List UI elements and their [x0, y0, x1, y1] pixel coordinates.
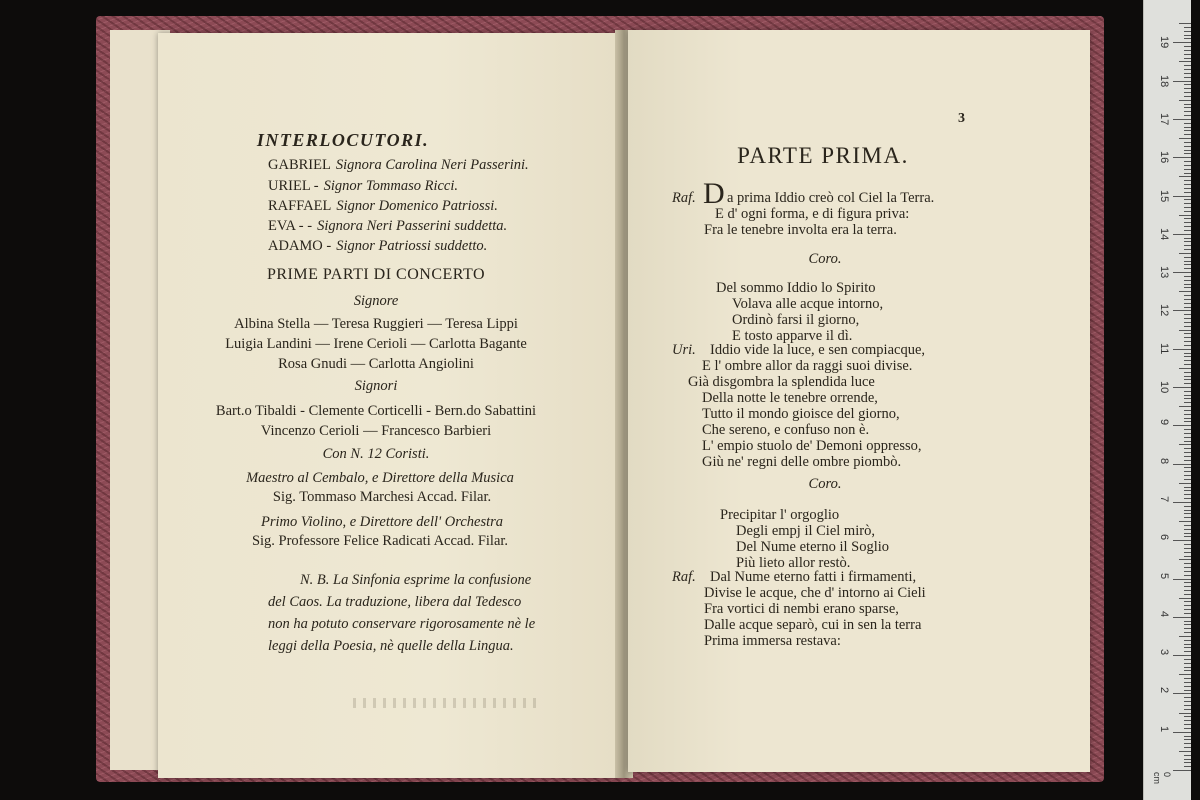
ruler-tick	[1184, 475, 1191, 476]
ruler-tick	[1184, 467, 1191, 468]
measurement-ruler	[1143, 0, 1191, 800]
ruler-tick	[1184, 38, 1191, 39]
raf2-line: Dal Nume eterno fatti i firmamenti,	[710, 569, 917, 585]
ruler-tick	[1184, 364, 1191, 365]
ruler-tick	[1184, 716, 1191, 717]
ruler-number: 19	[1158, 36, 1170, 49]
ruler-tick	[1184, 402, 1191, 403]
ruler-tick	[1179, 406, 1191, 407]
ruler-tick	[1179, 330, 1191, 331]
cast-separator: - -	[295, 218, 313, 234]
ruler-tick	[1184, 372, 1191, 373]
ruler-tick	[1184, 218, 1191, 219]
ruler-tick	[1184, 747, 1191, 748]
ruler-tick	[1184, 667, 1191, 668]
cast-role: EVA	[268, 218, 296, 234]
nb-line: N. B. La Sinfonia esprime la confusione	[300, 572, 532, 588]
ruler-tick	[1184, 96, 1191, 97]
ruler-tick	[1184, 525, 1191, 526]
ruler-tick	[1173, 540, 1191, 541]
ruler-tick	[1184, 548, 1191, 549]
speaker-raf-2: Raf.	[672, 569, 696, 585]
ruler-tick	[1179, 253, 1191, 254]
ruler-tick	[1184, 552, 1191, 553]
ruler-tick	[1184, 257, 1191, 258]
ruler-tick	[1184, 429, 1191, 430]
cast-separator: -	[322, 238, 332, 254]
ruler-tick	[1184, 383, 1191, 384]
ruler-tick	[1184, 510, 1191, 511]
ruler-tick	[1184, 647, 1191, 648]
uri-line: Tutto il mondo gioisce del giorno,	[702, 406, 900, 422]
coro1-line: Del sommo Iddio lo Spirito	[716, 280, 876, 296]
cast-singer: Signor Tommaso Ricci.	[323, 178, 459, 194]
ruler-tick	[1184, 613, 1191, 614]
ruler-number: 1	[1158, 725, 1170, 732]
ruler-number: 14	[1158, 227, 1170, 241]
ruler-unit-label: 0 cm	[1152, 772, 1172, 784]
ruler-tick	[1184, 762, 1191, 763]
ruler-tick	[1184, 211, 1191, 212]
uri-line: Già disgombra la splendida luce	[688, 374, 875, 390]
ruler-tick	[1173, 81, 1191, 82]
ruler-tick	[1184, 104, 1191, 105]
ruler-tick	[1184, 452, 1191, 453]
ruler-tick	[1184, 586, 1191, 587]
ruler-number: 17	[1158, 112, 1170, 126]
ruler-tick	[1184, 130, 1191, 131]
ruler-tick	[1184, 318, 1191, 319]
signori-line: Vincenzo Cerioli — Francesco Barbieri	[260, 423, 492, 439]
coro2-line: Precipitar l' orgoglio	[720, 507, 840, 523]
ruler-tick	[1184, 487, 1191, 488]
ruler-tick	[1184, 268, 1191, 269]
ruler-tick	[1184, 173, 1191, 174]
ruler-tick	[1179, 559, 1191, 560]
ruler-tick	[1184, 690, 1191, 691]
ruler-tick	[1184, 276, 1191, 277]
ruler-tick	[1179, 23, 1191, 24]
ruler-tick	[1173, 387, 1191, 388]
violino-title: Primo Violino, e Direttore dell' Orchestra	[260, 514, 504, 530]
ruler-tick	[1179, 751, 1191, 752]
ruler-tick	[1184, 517, 1191, 518]
ruler-tick	[1184, 199, 1191, 200]
ruler-tick	[1179, 138, 1191, 139]
speaker-raf-1: Raf.	[672, 190, 696, 206]
ruler-tick	[1184, 295, 1191, 296]
ruler-tick	[1173, 693, 1191, 694]
signature-marks	[353, 698, 543, 708]
cast-role: RAFFAEL	[268, 198, 332, 214]
raf2-line: Dalle acque separò, cui in sen la terra	[704, 617, 922, 633]
ruler-tick	[1184, 50, 1191, 51]
ruler-tick	[1179, 215, 1191, 216]
ruler-tick	[1184, 280, 1191, 281]
ruler-tick	[1179, 368, 1191, 369]
ruler-tick	[1184, 222, 1191, 223]
cembalo-title: Maestro al Cembalo, e Direttore della Musica	[246, 470, 514, 486]
ruler-tick	[1184, 115, 1191, 116]
ruler-tick	[1184, 682, 1191, 683]
ruler-tick	[1184, 624, 1191, 625]
signore-line: Albina Stella — Teresa Ruggieri — Teresa Lippi	[234, 316, 518, 332]
cast-singer: Signor Domenico Patriossi.	[336, 198, 498, 214]
coro2-line: Più lieto allor restò.	[736, 555, 851, 571]
cast-row	[268, 179, 458, 194]
ruler-tick	[1184, 84, 1191, 85]
ruler-tick	[1173, 655, 1191, 656]
ruler-tick	[1184, 165, 1191, 166]
ruler-tick	[1184, 433, 1191, 434]
ruler-tick	[1184, 241, 1191, 242]
raf1-line: Fra le tenebre involta era la terra.	[704, 222, 897, 238]
ruler-tick	[1184, 582, 1191, 583]
ruler-tick	[1179, 636, 1191, 637]
ruler-tick	[1173, 234, 1191, 235]
ruler-number: 5	[1158, 572, 1170, 579]
ruler-number: 10	[1158, 381, 1170, 394]
ruler-tick	[1184, 421, 1191, 422]
ruler-tick	[1184, 705, 1191, 706]
ruler-tick	[1173, 502, 1191, 503]
ruler-tick	[1184, 494, 1191, 495]
nb-line: leggi della Poesia, nè quelle della Lingua.	[268, 638, 514, 654]
ruler-tick	[1184, 379, 1191, 380]
ruler-tick	[1173, 196, 1191, 197]
ruler-tick	[1184, 506, 1191, 507]
ruler-tick	[1184, 150, 1191, 151]
ruler-tick	[1184, 287, 1191, 288]
signori-line: Bart.o Tibaldi - Clemente Corticelli - Bern.do Sabattini	[215, 403, 537, 419]
uri-line: Della notte le tenebre orrende,	[702, 390, 878, 406]
ruler-tick	[1184, 69, 1191, 70]
ruler-number: 9	[1158, 419, 1170, 426]
ruler-tick	[1184, 736, 1191, 737]
cast-row	[268, 199, 498, 214]
ruler-number: 11	[1158, 342, 1170, 355]
ruler-tick	[1184, 353, 1191, 354]
ruler-tick	[1184, 460, 1191, 461]
ruler-tick	[1184, 701, 1191, 702]
ruler-tick	[1184, 686, 1191, 687]
coro1-line: E tosto apparve il dì.	[732, 328, 853, 344]
ruler-number: 6	[1158, 534, 1170, 541]
ruler-tick	[1184, 46, 1191, 47]
ruler-tick	[1184, 490, 1191, 491]
ruler-tick	[1179, 61, 1191, 62]
ruler-tick	[1184, 192, 1191, 193]
ruler-tick	[1184, 27, 1191, 28]
ruler-tick	[1184, 333, 1191, 334]
ruler-tick	[1179, 483, 1191, 484]
ruler-tick	[1179, 100, 1191, 101]
ruler-tick	[1184, 743, 1191, 744]
ruler-tick	[1184, 261, 1191, 262]
ruler-tick	[1184, 456, 1191, 457]
ruler-tick	[1184, 111, 1191, 112]
ruler-number: 18	[1158, 74, 1170, 87]
raf2-line: Fra vortici di nembi erano sparse,	[704, 601, 899, 617]
ruler-tick	[1184, 640, 1191, 641]
ruler-tick	[1184, 180, 1191, 181]
uri-line: Iddio vide la luce, e sen compiacque,	[710, 342, 926, 358]
nb-line: del Caos. La traduzione, libera dal Tedesco	[268, 594, 522, 610]
raf1-first-line: a prima Iddio creò col Ciel la Terra.	[727, 190, 935, 206]
ruler-tick	[1184, 238, 1191, 239]
ruler-tick	[1179, 598, 1191, 599]
ruler-tick	[1184, 284, 1191, 285]
coristi-line: Con N. 12 Coristi.	[322, 446, 430, 462]
ruler-tick	[1173, 425, 1191, 426]
cast-role: URIEL	[268, 178, 311, 194]
ruler-tick	[1184, 759, 1191, 760]
ruler-tick	[1184, 307, 1191, 308]
uri-line: L' empio stuolo de' Demoni oppresso,	[702, 438, 922, 454]
ruler-tick	[1184, 437, 1191, 438]
ruler-tick	[1184, 644, 1191, 645]
ruler-tick	[1184, 226, 1191, 227]
signore-label: Signore	[353, 293, 399, 309]
ruler-tick	[1184, 651, 1191, 652]
ruler-tick	[1184, 153, 1191, 154]
ruler-tick	[1184, 448, 1191, 449]
ruler-tick	[1184, 728, 1191, 729]
ruler-tick	[1184, 58, 1191, 59]
ruler-tick	[1184, 563, 1191, 564]
ruler-number: 8	[1158, 457, 1170, 464]
ruler-tick	[1179, 444, 1191, 445]
ruler-tick	[1179, 176, 1191, 177]
ruler-tick	[1184, 376, 1191, 377]
speaker-uri: Uri.	[672, 342, 696, 358]
ruler-number: 15	[1158, 189, 1170, 202]
ruler-tick	[1184, 724, 1191, 725]
ruler-tick	[1184, 326, 1191, 327]
raf2-line: Divise le acque, che d' intorno ai Cieli	[704, 585, 926, 601]
right-page	[628, 30, 1090, 772]
signori-label: Signori	[354, 378, 398, 394]
ruler-tick	[1184, 479, 1191, 480]
ruler-tick	[1184, 303, 1191, 304]
ruler-tick	[1184, 628, 1191, 629]
coro1-line: Volava alle acque intorno,	[732, 296, 884, 312]
ruler-tick	[1184, 414, 1191, 415]
ruler-tick	[1184, 207, 1191, 208]
ruler-tick	[1184, 188, 1191, 189]
drop-cap: D	[703, 177, 725, 210]
ruler-tick	[1184, 31, 1191, 32]
ruler-tick	[1184, 533, 1191, 534]
ruler-tick	[1184, 410, 1191, 411]
ruler-tick	[1179, 713, 1191, 714]
ruler-number: 13	[1158, 266, 1170, 279]
ruler-tick	[1184, 513, 1191, 514]
ruler-tick	[1184, 571, 1191, 572]
ruler-tick	[1184, 184, 1191, 185]
ruler-tick	[1184, 65, 1191, 66]
ruler-tick	[1184, 264, 1191, 265]
ruler-tick	[1173, 272, 1191, 273]
ruler-tick	[1184, 127, 1191, 128]
signore-line: Luigia Landini — Irene Cerioli — Carlotta Bagante	[225, 336, 527, 352]
ruler-tick	[1184, 123, 1191, 124]
ruler-tick	[1173, 770, 1191, 771]
ruler-tick	[1184, 709, 1191, 710]
ruler-tick	[1184, 391, 1191, 392]
ruler-tick	[1184, 356, 1191, 357]
ruler-tick	[1184, 35, 1191, 36]
coro2-label: Coro.	[808, 476, 842, 492]
ruler-tick	[1184, 169, 1191, 170]
ruler-number: 4	[1158, 610, 1170, 617]
ruler-tick	[1173, 310, 1191, 311]
ruler-tick	[1184, 609, 1191, 610]
ruler-tick	[1184, 54, 1191, 55]
ruler-number: 3	[1158, 649, 1170, 656]
left-page	[158, 33, 620, 778]
ruler-tick	[1184, 720, 1191, 721]
ruler-tick	[1184, 134, 1191, 135]
ruler-number: 12	[1158, 304, 1170, 317]
ruler-tick	[1184, 590, 1191, 591]
ruler-tick	[1184, 678, 1191, 679]
coro1-label: Coro.	[808, 251, 842, 267]
ruler-tick	[1184, 77, 1191, 78]
ruler-number: 7	[1158, 495, 1170, 503]
ruler-tick	[1184, 441, 1191, 442]
ruler-tick	[1184, 230, 1191, 231]
ruler-tick	[1184, 621, 1191, 622]
ruler-tick	[1184, 395, 1191, 396]
concert-heading: PRIME PARTI DI CONCERTO	[266, 266, 486, 283]
cembalo-name: Sig. Tommaso Marchesi Accad. Filar.	[272, 489, 492, 505]
cast-row	[268, 239, 487, 254]
violino-name: Sig. Professore Felice Radicati Accad. Filar.	[251, 533, 509, 549]
ruler-tick	[1184, 418, 1191, 419]
ruler-tick	[1184, 337, 1191, 338]
interlocutori-title: INTERLOCUTORI.	[256, 130, 430, 150]
ruler-tick	[1184, 575, 1191, 576]
cast-singer: Signora Carolina Neri Passerini.	[335, 157, 529, 173]
raf1-line: E d' ogni forma, e di figura priva:	[715, 206, 910, 222]
ruler-tick	[1184, 345, 1191, 346]
nb-line: non ha potuto conservare rigorosamente nè le	[268, 616, 536, 632]
ruler-tick	[1173, 732, 1191, 733]
ruler-tick	[1184, 92, 1191, 93]
ruler-tick	[1184, 536, 1191, 537]
ruler-tick	[1179, 521, 1191, 522]
ruler-tick	[1184, 245, 1191, 246]
ruler-tick	[1184, 739, 1191, 740]
cast-role: ADAMO	[268, 238, 323, 254]
ruler-tick	[1184, 161, 1191, 162]
coro2-line: Degli empj il Ciel mirò,	[736, 523, 875, 539]
ruler-tick	[1173, 119, 1191, 120]
cast-separator: -	[310, 178, 319, 194]
ruler-tick	[1184, 107, 1191, 108]
ruler-tick	[1184, 556, 1191, 557]
ruler-number: 2	[1158, 687, 1170, 694]
ruler-tick	[1173, 617, 1191, 618]
ruler-number: 16	[1158, 151, 1170, 164]
uri-line: Che sereno, e confuso non è.	[702, 422, 870, 438]
ruler-tick	[1184, 498, 1191, 499]
ruler-tick	[1184, 203, 1191, 204]
ruler-tick	[1184, 360, 1191, 361]
cast-singer: Signora Neri Passerini suddetta.	[317, 218, 508, 234]
ruler-tick	[1184, 529, 1191, 530]
ruler-tick	[1173, 464, 1191, 465]
ruler-tick	[1173, 349, 1191, 350]
ruler-tick	[1173, 42, 1191, 43]
ruler-tick	[1184, 663, 1191, 664]
ruler-tick	[1184, 594, 1191, 595]
ruler-tick	[1184, 341, 1191, 342]
page-number: 3	[958, 111, 965, 126]
ruler-tick	[1184, 314, 1191, 315]
parte-prima-heading: PARTE PRIMA.	[737, 143, 909, 168]
ruler-tick	[1184, 544, 1191, 545]
cast-singer: Signor Patriossi suddetto.	[336, 238, 488, 254]
ruler-tick	[1184, 73, 1191, 74]
ruler-tick	[1179, 674, 1191, 675]
cast-role: GABRIEL	[268, 157, 331, 173]
ruler-tick	[1184, 659, 1191, 660]
coro1-line: Ordinò farsi il giorno,	[732, 312, 860, 328]
coro2-line: Del Nume eterno il Soglio	[736, 539, 890, 555]
ruler-tick	[1184, 299, 1191, 300]
raf2-line: Prima immersa restava:	[704, 633, 841, 649]
ruler-tick	[1173, 579, 1191, 580]
ruler-tick	[1173, 157, 1191, 158]
uri-line: E l' ombre allor da raggi suoi divise.	[702, 358, 913, 374]
ruler-tick	[1184, 398, 1191, 399]
ruler-tick	[1184, 697, 1191, 698]
ruler-tick	[1184, 567, 1191, 568]
ruler-tick	[1184, 146, 1191, 147]
ruler-tick	[1184, 142, 1191, 143]
ruler-tick	[1184, 670, 1191, 671]
ruler-tick	[1179, 291, 1191, 292]
uri-line: Giù ne' regni delle ombre piombò.	[702, 454, 902, 470]
ruler-tick	[1184, 322, 1191, 323]
ruler-tick	[1184, 249, 1191, 250]
signore-line: Rosa Gnudi — Carlotta Angiolini	[278, 356, 474, 372]
cast-row	[268, 158, 529, 173]
cast-row	[268, 219, 507, 234]
ruler-tick	[1184, 755, 1191, 756]
ruler-tick	[1184, 601, 1191, 602]
ruler-tick	[1184, 632, 1191, 633]
ruler-tick	[1184, 88, 1191, 89]
ruler-tick	[1184, 471, 1191, 472]
ruler-tick	[1184, 766, 1191, 767]
ruler-tick	[1184, 605, 1191, 606]
